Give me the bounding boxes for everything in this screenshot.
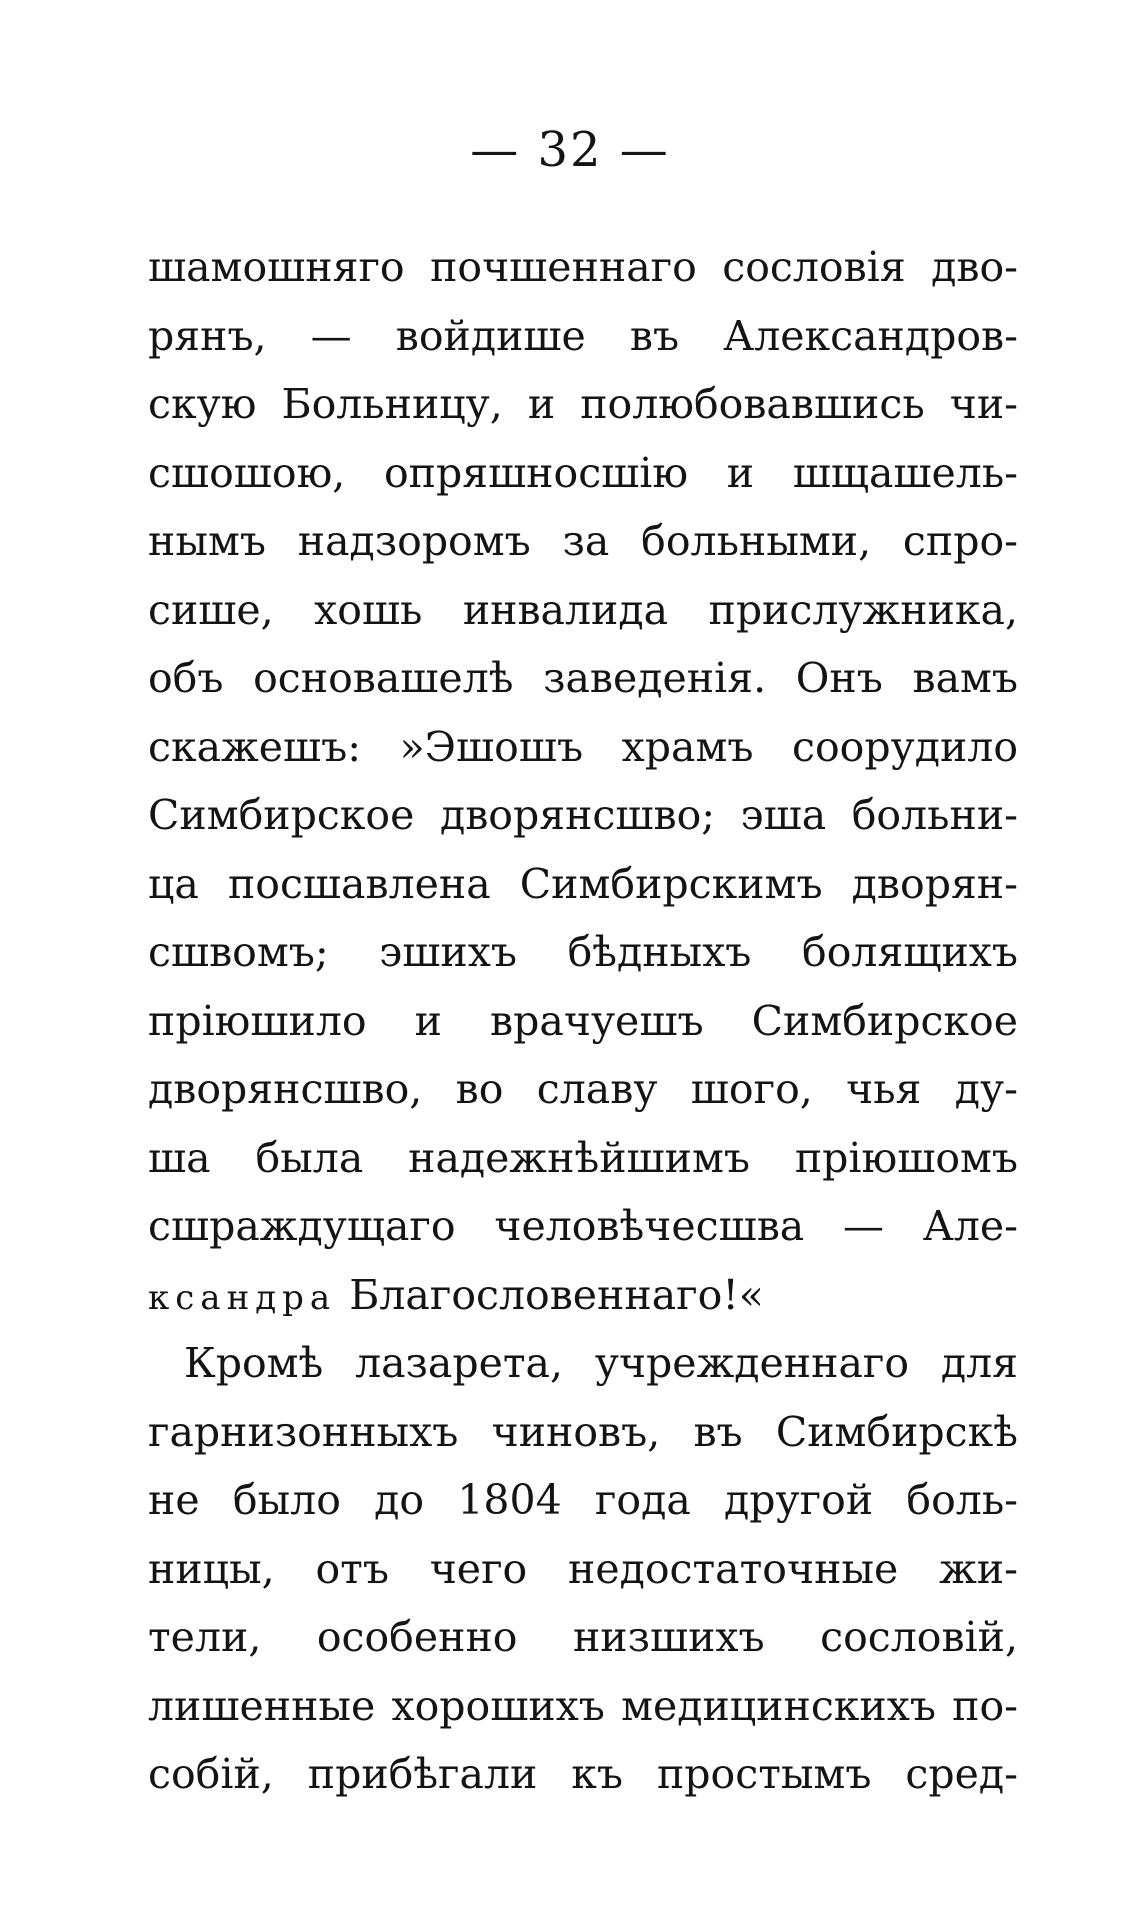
text-line: сише, хошь инвалида прислужника, bbox=[148, 585, 1018, 634]
paragraph-2 bbox=[148, 1329, 1018, 1809]
text-line: тели, особенно низшихъ сословій, bbox=[148, 1613, 1018, 1661]
text-line: гарнизонныхъ чиновъ, въ Симбирскѣ bbox=[148, 1407, 1018, 1456]
text-line: шамошняго почшеннаго сословія дво- bbox=[148, 243, 1018, 291]
text-line: рянъ, — войдише въ Александров- bbox=[148, 311, 1018, 360]
text-line: собій, прибѣгали къ простымъ сред- bbox=[148, 1750, 1018, 1798]
text-line: дворянсшво, во славу шого, чья ду- bbox=[148, 1065, 1018, 1113]
text-line: ца посшавлена Симбирскимъ дворян- bbox=[148, 859, 1018, 908]
text-line: скую Больницу, и полюбовавшись чи- bbox=[148, 380, 1018, 428]
text-line: пріюшило и врачуешъ Симбирское bbox=[148, 996, 1018, 1045]
text-line: ницы, отъ чего недостаточные жи- bbox=[148, 1544, 1018, 1593]
paragraph-1 bbox=[148, 233, 1018, 1329]
page-number: — 32 — bbox=[470, 122, 670, 178]
body-text bbox=[148, 233, 1018, 1809]
text-line: лишенные хорошихъ медицинскихъ по- bbox=[148, 1681, 1018, 1730]
text-line: сшраждущаго человѣчесшва — Але- bbox=[148, 1202, 1018, 1250]
text-fragment: Благословеннаго!« bbox=[336, 1270, 764, 1319]
text-line: скажешъ: »Эшошъ храмъ соорудило bbox=[148, 722, 1018, 771]
text-line: сшошою, опряшносшію и шщашель- bbox=[148, 448, 1018, 497]
text-line bbox=[148, 1261, 1018, 1330]
text-line: Симбирское дворянсшво; эша больни- bbox=[148, 791, 1018, 839]
text-line: ша была надежнѣйшимъ пріюшомъ bbox=[148, 1133, 1018, 1182]
text-line: Кромѣ лазарета, учрежденнаго для bbox=[184, 1339, 1018, 1387]
text-line: не было до 1804 года другой боль- bbox=[148, 1476, 1018, 1524]
text-line: нымъ надзоромъ за больными, спро- bbox=[148, 517, 1018, 565]
text-line: объ основашелѣ заведенія. Онъ вамъ bbox=[148, 654, 1018, 702]
spaced-name: ксандра bbox=[148, 1277, 337, 1318]
text-line: сшвомъ; эшихъ бѣдныхъ болящихъ bbox=[148, 928, 1018, 976]
